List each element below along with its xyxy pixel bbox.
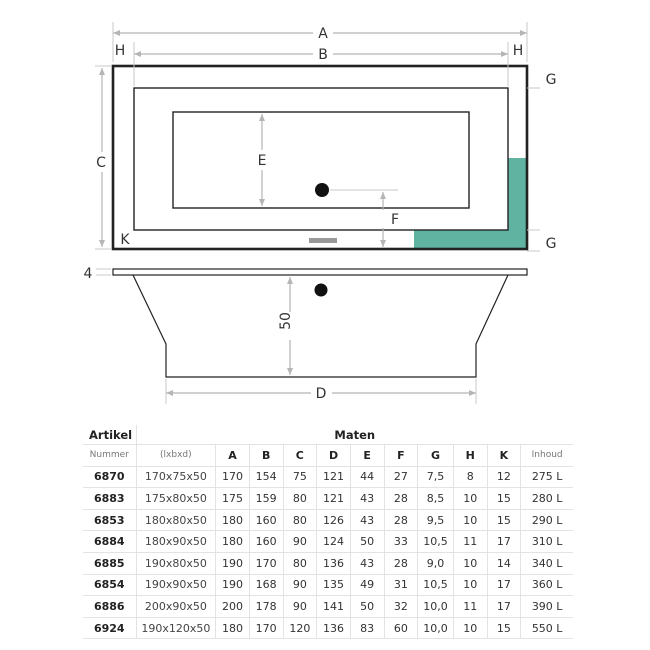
table-cell: 15 xyxy=(487,509,521,531)
table-cell: 180 xyxy=(216,531,250,553)
subheader-cell: G xyxy=(418,445,454,467)
table-cell: 135 xyxy=(317,574,351,596)
table-cell: 9,0 xyxy=(418,552,454,574)
label-a: A xyxy=(318,26,328,42)
table-cell: 170 xyxy=(249,552,283,574)
table-cell: 126 xyxy=(317,509,351,531)
table-cell: 75 xyxy=(283,466,317,488)
table-cell: 160 xyxy=(249,509,283,531)
accent-area xyxy=(414,158,527,249)
article-number-cell: 6854 xyxy=(83,574,136,596)
table-row xyxy=(83,488,573,510)
table-cell: 10,0 xyxy=(418,617,454,639)
article-number-cell: 6870 xyxy=(83,466,136,488)
table-cell: 43 xyxy=(350,509,384,531)
table-row xyxy=(83,574,573,596)
table-cell: 11 xyxy=(453,596,487,618)
subheader-cell: K xyxy=(487,445,521,467)
table-cell: 17 xyxy=(487,574,521,596)
table-cell: 60 xyxy=(384,617,418,639)
label-e: E xyxy=(257,153,267,169)
table-cell: 154 xyxy=(249,466,283,488)
size-cell: 190x80x50 xyxy=(136,552,216,574)
table-cell: 8,5 xyxy=(418,488,454,510)
table-cell: 10 xyxy=(453,617,487,639)
table-cell: 15 xyxy=(487,488,521,510)
table-cell: 80 xyxy=(283,552,317,574)
table-cell: 8 xyxy=(453,466,487,488)
table-cell: 27 xyxy=(384,466,418,488)
table-cell: 90 xyxy=(283,574,317,596)
label-g-top: G xyxy=(545,72,557,88)
subheader-cell: F xyxy=(384,445,418,467)
table-cell: 28 xyxy=(384,488,418,510)
top-view xyxy=(113,66,527,249)
table-cell: 390 L xyxy=(521,596,573,618)
subheader-cell: A xyxy=(216,445,250,467)
table-cell: 290 L xyxy=(521,509,573,531)
table-cell: 159 xyxy=(249,488,283,510)
table-cell: 90 xyxy=(283,531,317,553)
table-row xyxy=(83,552,573,574)
table-cell: 180 xyxy=(216,509,250,531)
table-cell: 9,5 xyxy=(418,509,454,531)
subheader-cell: (lxbxd) xyxy=(136,445,216,467)
label-h-right: H xyxy=(512,43,524,59)
table-cell: 43 xyxy=(350,488,384,510)
side-view xyxy=(96,269,527,404)
label-depth-50: 50 xyxy=(278,312,294,330)
table-cell: 141 xyxy=(317,596,351,618)
subheader-cell: D xyxy=(317,445,351,467)
table-cell: 136 xyxy=(317,617,351,639)
table-row xyxy=(83,617,573,639)
article-number-cell: 6885 xyxy=(83,552,136,574)
label-c: C xyxy=(96,155,106,171)
table-cell: 10 xyxy=(453,552,487,574)
table-cell: 10,5 xyxy=(418,531,454,553)
table-cell: 10 xyxy=(453,488,487,510)
table-cell: 17 xyxy=(487,596,521,618)
table-cell: 17 xyxy=(487,531,521,553)
table-cell: 50 xyxy=(350,531,384,553)
table-cell: 32 xyxy=(384,596,418,618)
article-number-cell: 6924 xyxy=(83,617,136,639)
table-cell: 44 xyxy=(350,466,384,488)
table-cell: 15 xyxy=(487,617,521,639)
table-cell: 280 L xyxy=(521,488,573,510)
overflow xyxy=(309,238,337,243)
table-cell: 49 xyxy=(350,574,384,596)
label-g-bottom: G xyxy=(545,236,557,252)
table-cell: 80 xyxy=(283,488,317,510)
table-cell: 7,5 xyxy=(418,466,454,488)
article-number-cell: 6883 xyxy=(83,488,136,510)
table-body xyxy=(83,466,573,639)
table-cell: 160 xyxy=(249,531,283,553)
table-cell: 14 xyxy=(487,552,521,574)
subheader-cell: B xyxy=(249,445,283,467)
size-cell: 180x80x50 xyxy=(136,509,216,531)
table-cell: 360 L xyxy=(521,574,573,596)
subheader-cell: Nummer xyxy=(83,445,136,467)
header-article: Artikel xyxy=(83,425,136,445)
header-measures: Maten xyxy=(136,425,573,445)
size-cell: 200x90x50 xyxy=(136,596,216,618)
table-cell: 310 L xyxy=(521,531,573,553)
table-cell: 10 xyxy=(453,509,487,531)
dimensions-table xyxy=(83,425,573,639)
table-row xyxy=(83,531,573,553)
table-cell: 50 xyxy=(350,596,384,618)
tub-rim-side xyxy=(113,269,527,275)
tub-outer-rim xyxy=(113,66,527,249)
table-cell: 180 xyxy=(216,617,250,639)
label-f: F xyxy=(390,212,400,228)
table-cell: 190 xyxy=(216,552,250,574)
size-cell: 180x90x50 xyxy=(136,531,216,553)
table-cell: 170 xyxy=(249,617,283,639)
table-cell: 43 xyxy=(350,552,384,574)
table-cell: 80 xyxy=(283,509,317,531)
table-cell: 340 L xyxy=(521,552,573,574)
table-cell: 190 xyxy=(216,574,250,596)
article-number-cell: 6886 xyxy=(83,596,136,618)
table-cell: 10,0 xyxy=(418,596,454,618)
table-cell: 10 xyxy=(453,574,487,596)
article-number-cell: 6884 xyxy=(83,531,136,553)
label-k: K xyxy=(120,232,130,248)
subheader-cell: C xyxy=(283,445,317,467)
table-cell: 275 L xyxy=(521,466,573,488)
label-rim-4: 4 xyxy=(83,266,93,282)
label-d: D xyxy=(315,386,327,402)
table-header-row xyxy=(83,425,573,445)
table-cell: 120 xyxy=(283,617,317,639)
label-b: B xyxy=(318,47,328,63)
size-cell: 190x120x50 xyxy=(136,617,216,639)
table-cell: 31 xyxy=(384,574,418,596)
table-cell: 178 xyxy=(249,596,283,618)
drain-side xyxy=(315,284,328,297)
table-row xyxy=(83,596,573,618)
table-cell: 28 xyxy=(384,552,418,574)
table-cell: 28 xyxy=(384,509,418,531)
table-cell: 12 xyxy=(487,466,521,488)
table-subheader-row xyxy=(83,445,573,467)
table-row xyxy=(83,466,573,488)
table-cell: 124 xyxy=(317,531,351,553)
table-cell: 33 xyxy=(384,531,418,553)
table-cell: 170 xyxy=(216,466,250,488)
table-cell: 136 xyxy=(317,552,351,574)
subheader-cell: Inhoud xyxy=(521,445,573,467)
size-cell: 170x75x50 xyxy=(136,466,216,488)
drain xyxy=(315,183,329,197)
subheader-cell: E xyxy=(350,445,384,467)
table-cell: 10,5 xyxy=(418,574,454,596)
table-cell: 550 L xyxy=(521,617,573,639)
table-cell: 11 xyxy=(453,531,487,553)
table-cell: 121 xyxy=(317,488,351,510)
table-cell: 175 xyxy=(216,488,250,510)
subheader-cell: H xyxy=(453,445,487,467)
table-cell: 121 xyxy=(317,466,351,488)
size-cell: 190x90x50 xyxy=(136,574,216,596)
table-cell: 200 xyxy=(216,596,250,618)
article-number-cell: 6853 xyxy=(83,509,136,531)
label-h-left: H xyxy=(114,43,126,59)
size-cell: 175x80x50 xyxy=(136,488,216,510)
table-cell: 83 xyxy=(350,617,384,639)
table-cell: 90 xyxy=(283,596,317,618)
table-cell: 168 xyxy=(249,574,283,596)
table-row xyxy=(83,509,573,531)
